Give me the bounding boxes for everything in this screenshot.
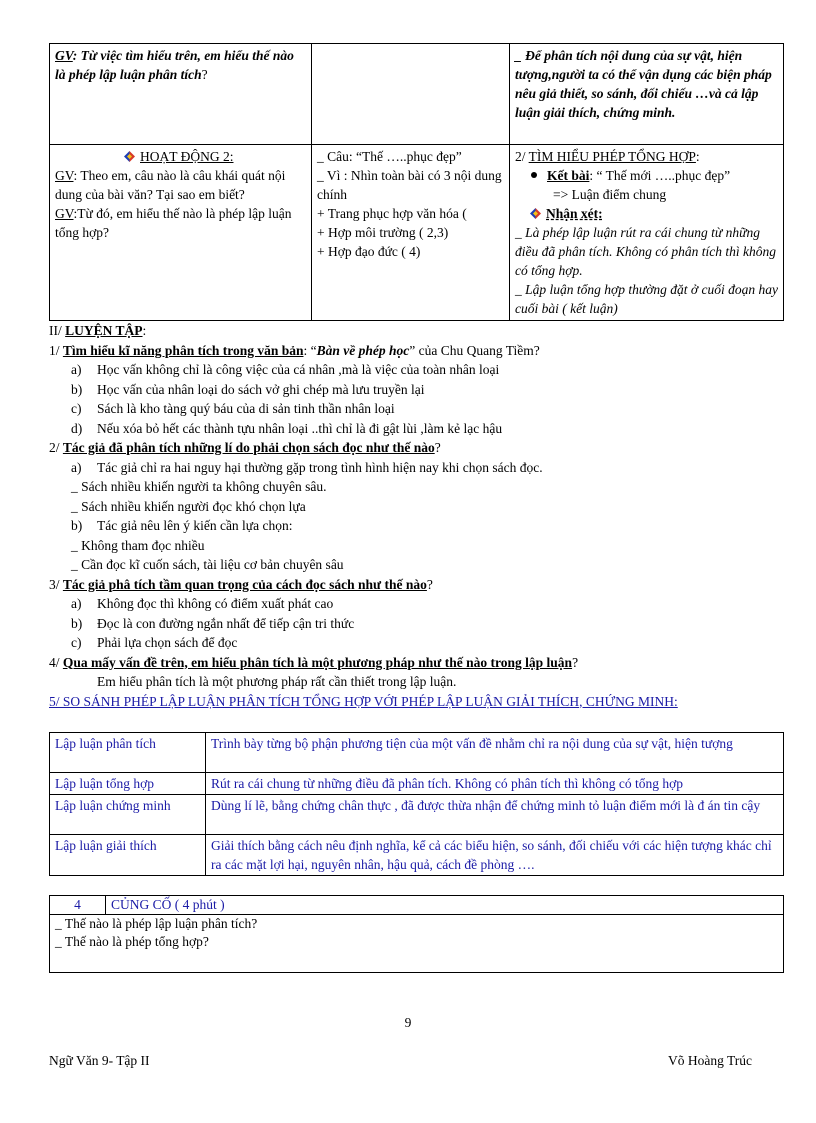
item-text: Tác giả nêu lên ý kiến cần lựa chọn: [97,518,293,533]
question-title: Tác giả phâ tích tầm quan trọng của cách đọc sách như thế nào [62,576,427,592]
answer-cell [312,145,510,321]
list-item [49,594,789,614]
footer-author: Võ Hoàng Trúc [668,1053,753,1068]
list-item [49,360,789,380]
method-desc: Rút ra cái chung từ những điều đã phân tích. Không có phân tích thì không có tổng hợp [206,773,784,795]
gv-label: GV [55,48,73,63]
lesson-row-2 [50,145,784,321]
table-row [50,773,784,795]
consolidation-number: 4 [50,896,106,915]
synthesis-cell [510,145,784,321]
page-number: 9 [404,1015,412,1030]
consolidation-header-row [50,896,784,915]
item-label: b) [71,381,83,397]
item-text: Không đọc thì không có điểm xuất phát cao [97,596,334,611]
consolidation-body-row [50,915,784,973]
question-text: : Theo em, câu nào là câu khái quát nội dung của bài văn? Tại sao em biết? [55,168,286,202]
method-name: Lập luận chứng minh [50,795,206,835]
question-title: Tác giả đã phân tích những lí do phải chọn sách đọc như thế nào [62,440,435,455]
review-question: _ Thế nào là phép lập luận phân tích? [55,916,258,931]
remark-label: Nhận xét: [546,206,603,221]
list-item [49,419,789,439]
answer-line: + Hợp đạo đức ( 4) [317,244,421,259]
question-number: 4/ [49,654,63,670]
list-item [49,458,789,478]
question-title: Qua mấy vấn đề trên, em hiểu phân tích là một phương pháp như thế nào trong lập luận [62,654,573,670]
item-text: Học vấn không chỉ là công việc của cá nhân ,mà là việc của toàn nhân loại [97,362,500,377]
answer-line: _ Vì : Nhìn toàn bài có 3 nội dung chính [317,168,502,202]
question-number: 1/ [49,342,63,358]
item-label: c) [71,635,82,650]
empty-cell [312,44,510,145]
method-desc: Giải thích bằng cách nêu định nghĩa, kể cả các biểu hiện, so sánh, đối chiếu với các hiện tượng khác chỉ ra các mặt lợi hại, nguyên nhân, hậu quả, cách đề phòng …. [206,835,784,876]
heading-colon: : [695,149,700,164]
gv-label: GV [55,206,74,221]
consolidation-title: CỦNG CỐ ( 4 phút ) [106,896,784,915]
diamond-bullet-icon [529,207,542,220]
question-mark: ? [434,440,441,455]
heading-colon: : [142,323,147,338]
conclusion-arrow-line: => Luận điểm chung [553,187,667,202]
item-text: Tác giả chỉ ra hai nguy hại thường gặp trong tình hình hiện nay khi chọn sách đọc. [97,459,543,475]
item-text: Học vấn của nhân loại do sách vở ghi chép mà lưu truyền lại [97,381,425,397]
practice-section [49,321,789,711]
sub-item: _ Sách nhiều khiến người ta không chuyên sâu. [71,479,327,494]
ketbai-text: : “ Thế mới …..phục đẹp” [589,168,731,183]
list-item [49,614,789,634]
table-row [50,733,784,773]
sub-item: _ Sách nhiều khiến người đọc khó chọn lựa [71,498,306,514]
method-name: Lập luận giải thích [50,835,206,876]
question-mark: ? [572,654,579,670]
question-tail: ” của Chu Quang Tiềm? [409,342,540,358]
item-text: Phải lựa chọn sách để đọc [97,635,238,650]
diamond-bullet-icon [123,150,136,163]
sub-item: _ Không tham đọc nhiều [71,537,205,553]
question-text: : Từ việc tìm hiểu trên, em hiểu thế nào là phép lập luận phân tích [55,48,294,82]
item-label: a) [71,362,82,377]
question-text: :Từ đó, em hiểu thế nào là phép lập luận tổng hợp? [55,206,292,240]
item-text: Sách là kho tàng quý báu của di sản tinh thần nhân loại [97,401,395,416]
lesson-row-1 [50,44,784,145]
analysis-method-cell [510,44,784,145]
method-desc: Dùng lí lẽ, bằng chứng chân thực , đã được thừa nhận để chứng minh tỏ luận điểm mới là đ án tin cậy [206,795,784,835]
ketbai-label: Kết bài [547,168,590,183]
activity-2-cell [50,145,312,321]
teacher-question-cell [50,44,312,145]
consolidation-body [50,915,784,973]
question-number: 3/ [49,576,63,592]
list-item [49,380,789,400]
analysis-method-text: _ Để phân tích nội dung của sự vật, hiện tượng,người ta có thể vận dụng các biện pháp nêu giả thiết, so sánh, đối chiếu …và cả lập luận giải thích, chứng minh. [515,48,772,120]
synthesis-heading: TÌM HIỂU PHÉP TỔNG HỢP [528,149,696,164]
list-item [49,633,789,653]
item-label: c) [71,401,82,416]
section-number: 2/ [515,149,529,164]
answer-line: + Hợp môi trường ( 2,3) [317,225,449,240]
table-row [50,795,784,835]
activity-heading: HOẠT ĐỘNG 2: [140,149,234,164]
question-title: Tìm hiểu kĩ năng phân tích trong văn bản [62,342,304,358]
method-name: Lập luận tổng hợp [50,773,206,795]
sub-item: _ Cần đọc kĩ cuốn sách, tài liệu cơ bản chuyên sâu [71,557,344,572]
question-mark: ? [201,67,208,82]
section-number: II/ [49,323,66,338]
question-number: 2/ [49,440,63,455]
footer-book-title: Ngữ Văn 9- Tập II [49,1053,150,1068]
method-name: Lập luận phân tích [50,733,206,773]
remark-text: _ Là phép lập luận rút ra cái chung từ những điều đã phân tích. Không có phân tích thì không có tổng hợp. [515,225,776,278]
item-label: b) [71,518,83,533]
colon: : “ [303,342,317,358]
question-mark: ? [426,576,433,592]
method-desc: Trình bày từng bộ phận phương tiện của một vấn đề nhằm chỉ ra nội dung của sự vật, hiện tượng [206,733,784,773]
lesson-table [49,43,784,321]
table-row [50,835,784,876]
comparison-table [49,732,784,876]
item-label: d) [71,420,83,436]
review-question: _ Thế nào là phép tổng hợp? [55,934,209,949]
remark-text: _ Lập luận tổng hợp thường đặt ở cuối đoạn hay cuối bài ( kết luận) [515,282,778,316]
item-label: b) [71,615,83,631]
item-label: a) [71,596,82,611]
item-label: a) [71,459,82,475]
item-text: Nếu xóa bỏ hết các thành tựu nhân loại ..thì chỉ là đi gật lùi ,làm kẻ lạc hậu [97,420,503,436]
gv-label: GV [55,168,74,183]
answer-line: _ Câu: “Thế …..phục đẹp” [317,149,462,164]
consolidation-table [49,895,784,973]
list-item [49,399,789,419]
book-title: Bàn về phép học [316,342,410,358]
answer-line: + Trang phục hợp văn hóa ( [317,206,467,221]
item-text: Đọc là con đường ngắn nhất để tiếp cận tri thức [97,615,355,631]
bullet-icon [531,172,537,178]
comparison-heading: 5/ SO SÁNH PHÉP LẬP LUẬN PHÂN TÍCH TỔNG HỢP VỚI PHÉP LẬP LUẬN GIẢI THÍCH, CHỨNG MINH: [49,693,678,709]
answer-text: Em hiểu phân tích là một phương pháp rất cần thiết trong lập luận. [97,674,457,689]
list-item [49,516,789,536]
practice-heading: LUYỆN TẬP [65,323,143,338]
